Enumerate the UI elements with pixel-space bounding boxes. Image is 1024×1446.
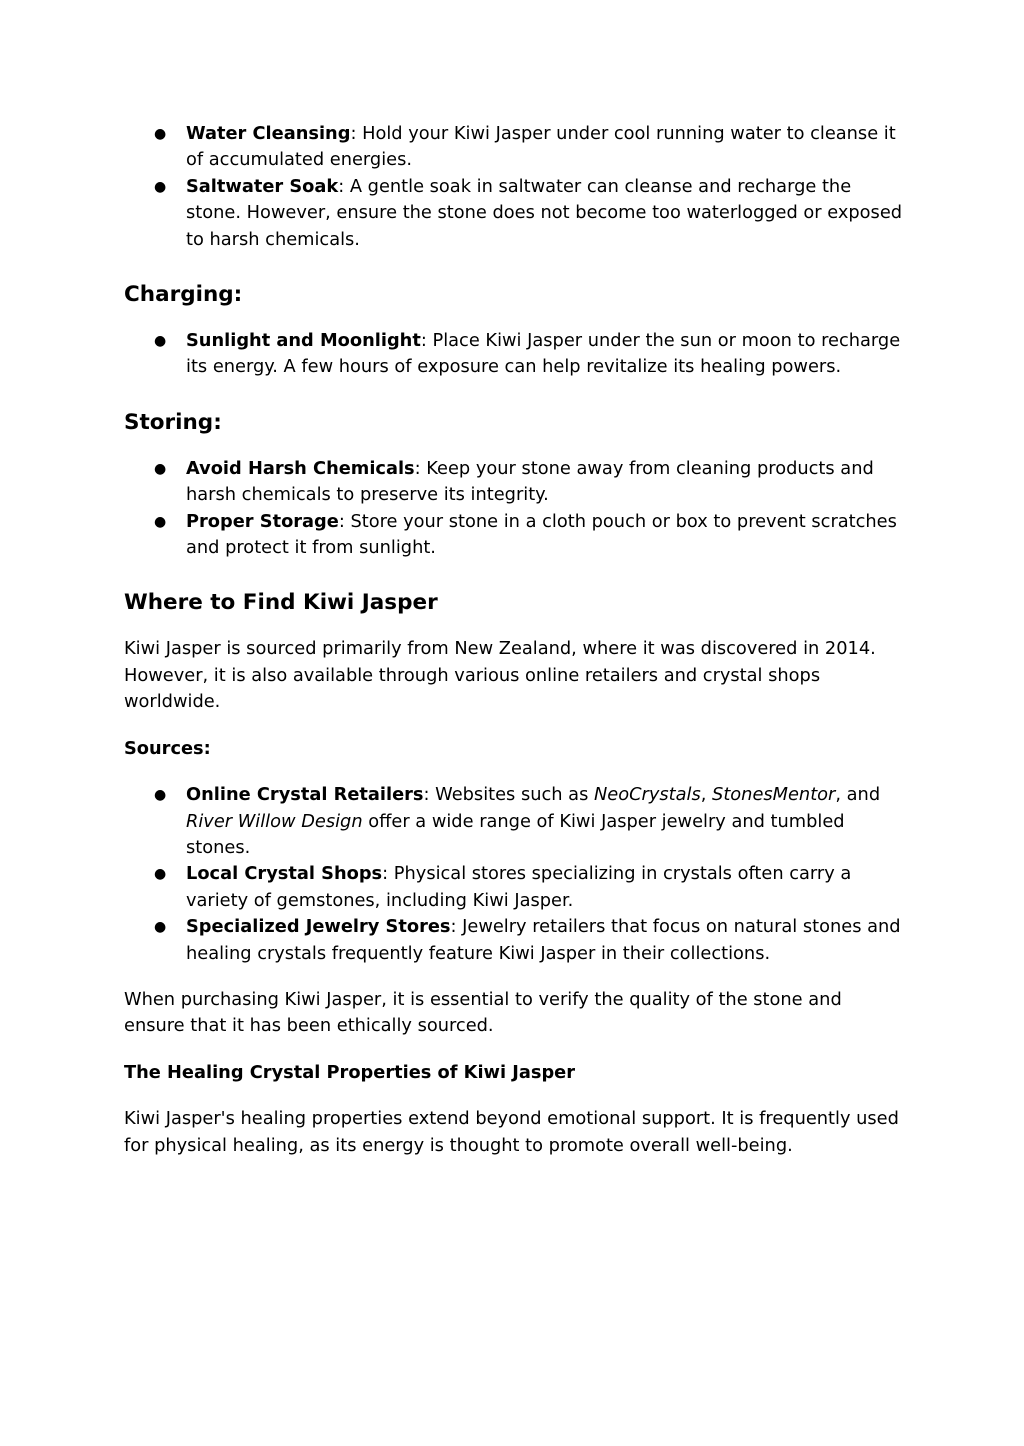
list-item [124, 174, 904, 253]
retailer-name: StonesMentor [712, 784, 836, 806]
item-term: Sunlight and Moonlight [186, 330, 421, 352]
list-item [124, 509, 904, 562]
charging-list [124, 328, 904, 381]
document-page [124, 121, 904, 1159]
healing-heading: The Healing Crystal Properties of Kiwi Jasper [124, 1061, 576, 1083]
where-heading: Where to Find Kiwi Jasper [124, 590, 438, 616]
item-text: : Keep your stone away from cleaning products and harsh chemicals to preserve its integrity. [186, 457, 874, 506]
item-term: Proper Storage [186, 510, 339, 532]
charging-heading: Charging: [124, 282, 243, 308]
retailer-name: River Willow Design [186, 810, 363, 832]
cleansing-list [124, 121, 904, 253]
list-item [124, 328, 904, 381]
item-term: Avoid Harsh Chemicals [186, 457, 415, 479]
item-term: Specialized Jewelry Stores [186, 916, 451, 938]
item-term: Saltwater Soak [186, 175, 339, 197]
retailer-name: NeoCrystals [594, 784, 701, 806]
list-item [124, 914, 904, 967]
item-term: Local Crystal Shops [186, 863, 383, 885]
storing-list [124, 456, 904, 562]
item-text: : A gentle soak in saltwater can cleanse and recharge the stone. However, ensure the stone does not become too waterlogged or exposed to harsh chemicals. [186, 175, 903, 250]
list-item [124, 861, 904, 914]
purchase-note: When purchasing Kiwi Jasper, it is essential to verify the quality of the stone and ensure that it has been ethically sourced. [124, 988, 842, 1037]
item-text: : Jewelry retailers that focus on natural stones and healing crystals frequently feature Kiwi Jasper in their collections. [186, 916, 901, 964]
list-item [124, 456, 904, 509]
healing-text: Kiwi Jasper's healing properties extend beyond emotional support. It is frequently used for physical healing, as its energy is thought to promote overall well-being. [124, 1108, 899, 1156]
item-term: Online Crystal Retailers [186, 784, 424, 806]
where-intro: Kiwi Jasper is sourced primarily from New Zealand, where it was discovered in 2014. However, it is also available through various online retailers and crystal shops worldwide. [124, 638, 876, 713]
item-term: Water Cleansing [186, 123, 351, 144]
storing-heading: Storing: [124, 409, 222, 435]
list-item [124, 121, 904, 174]
item-text: : Websites such as [423, 784, 594, 806]
item-text: : Store your stone in a cloth pouch or box to prevent scratches and protect it from sunlight. [186, 510, 897, 559]
sources-label: Sources: [124, 737, 211, 759]
list-item [124, 782, 904, 861]
item-text: : Place Kiwi Jasper under the sun or moon to recharge its energy. A few hours of exposure can help revitalize its healing powers. [186, 330, 901, 378]
item-text: : Hold your Kiwi Jasper under cool running water to cleanse it of accumulated energies. [186, 123, 896, 171]
item-text: , and [835, 784, 881, 806]
sources-list [124, 782, 904, 967]
item-text: : Physical stores specializing in crystals often carry a variety of gemstones, including Kiwi Jasper. [186, 863, 852, 911]
item-text: , [700, 784, 713, 806]
item-text: offer a wide range of Kiwi Jasper jewelry and tumbled stones. [186, 810, 845, 858]
